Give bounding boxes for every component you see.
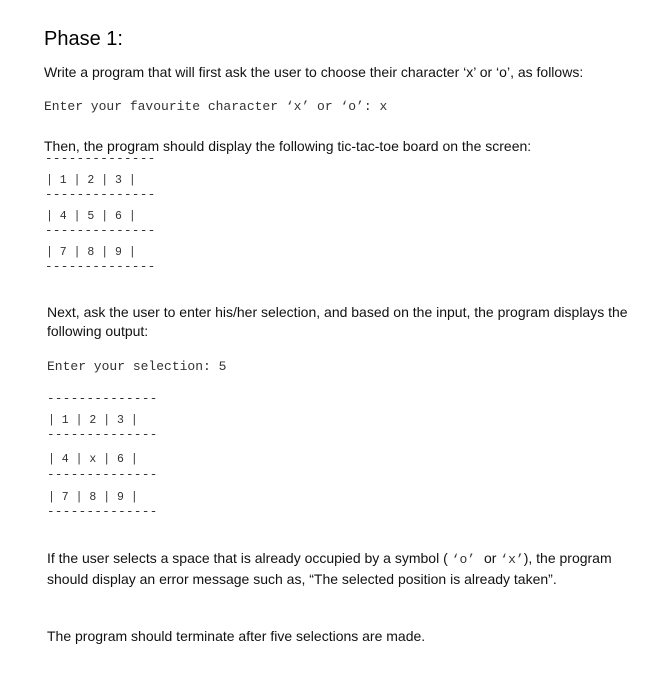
prompt-example: Enter your favourite character ‘x’ or ‘o’: x [44,99,388,114]
board1-rule-3: -------------- [45,224,156,238]
board1-row-1: | 1 | 2 | 3 | [46,174,136,187]
board2-rule-bottom: -------------- [47,505,158,519]
board2-row-3: | 7 | 8 | 9 | [48,491,138,504]
board1-rule-top: -------------- [45,152,156,166]
error-paragraph-line1 [47,549,612,569]
board2-rule-top: -------------- [47,392,158,406]
board1-rule-2: -------------- [45,188,156,202]
board1-rule-bottom: -------------- [45,260,156,274]
symbol-o: ‘o’ [451,552,476,567]
intro-paragraph: Write a program that will first ask the user to choose their character ‘x’ or ‘o’, as follows: [44,64,584,80]
error-text-part2: ), the program [523,550,612,566]
terminate-paragraph: The program should terminate after five selections are made. [47,628,426,644]
symbol-x: ‘x’ [500,552,524,567]
page-title: Phase 1: [44,28,123,50]
board1-row-2: | 4 | 5 | 6 | [46,210,136,223]
board2-row-2: | 4 | x | 6 | [48,453,138,466]
error-paragraph-line2: should display an error message such as, “The selected position is already taken”. [47,571,557,587]
selection-paragraph-line1: Next, ask the user to enter his/her selection, and based on the input, the program displays the [47,304,628,320]
board2-rule-3: -------------- [47,468,158,482]
selection-example: Enter your selection: 5 [47,359,227,374]
board-intro-paragraph: Then, the program should display the following tic-tac-toe board on the screen: [44,138,532,154]
selection-paragraph-line2: following output: [47,323,149,339]
board2-rule-2: -------------- [47,428,158,442]
board2-row-1: | 1 | 2 | 3 | [48,414,138,427]
error-text-or: or [483,550,497,566]
error-text-part1: If the user selects a space that is already occupied by a symbol ( [47,550,448,566]
board1-row-3: | 7 | 8 | 9 | [46,246,136,259]
